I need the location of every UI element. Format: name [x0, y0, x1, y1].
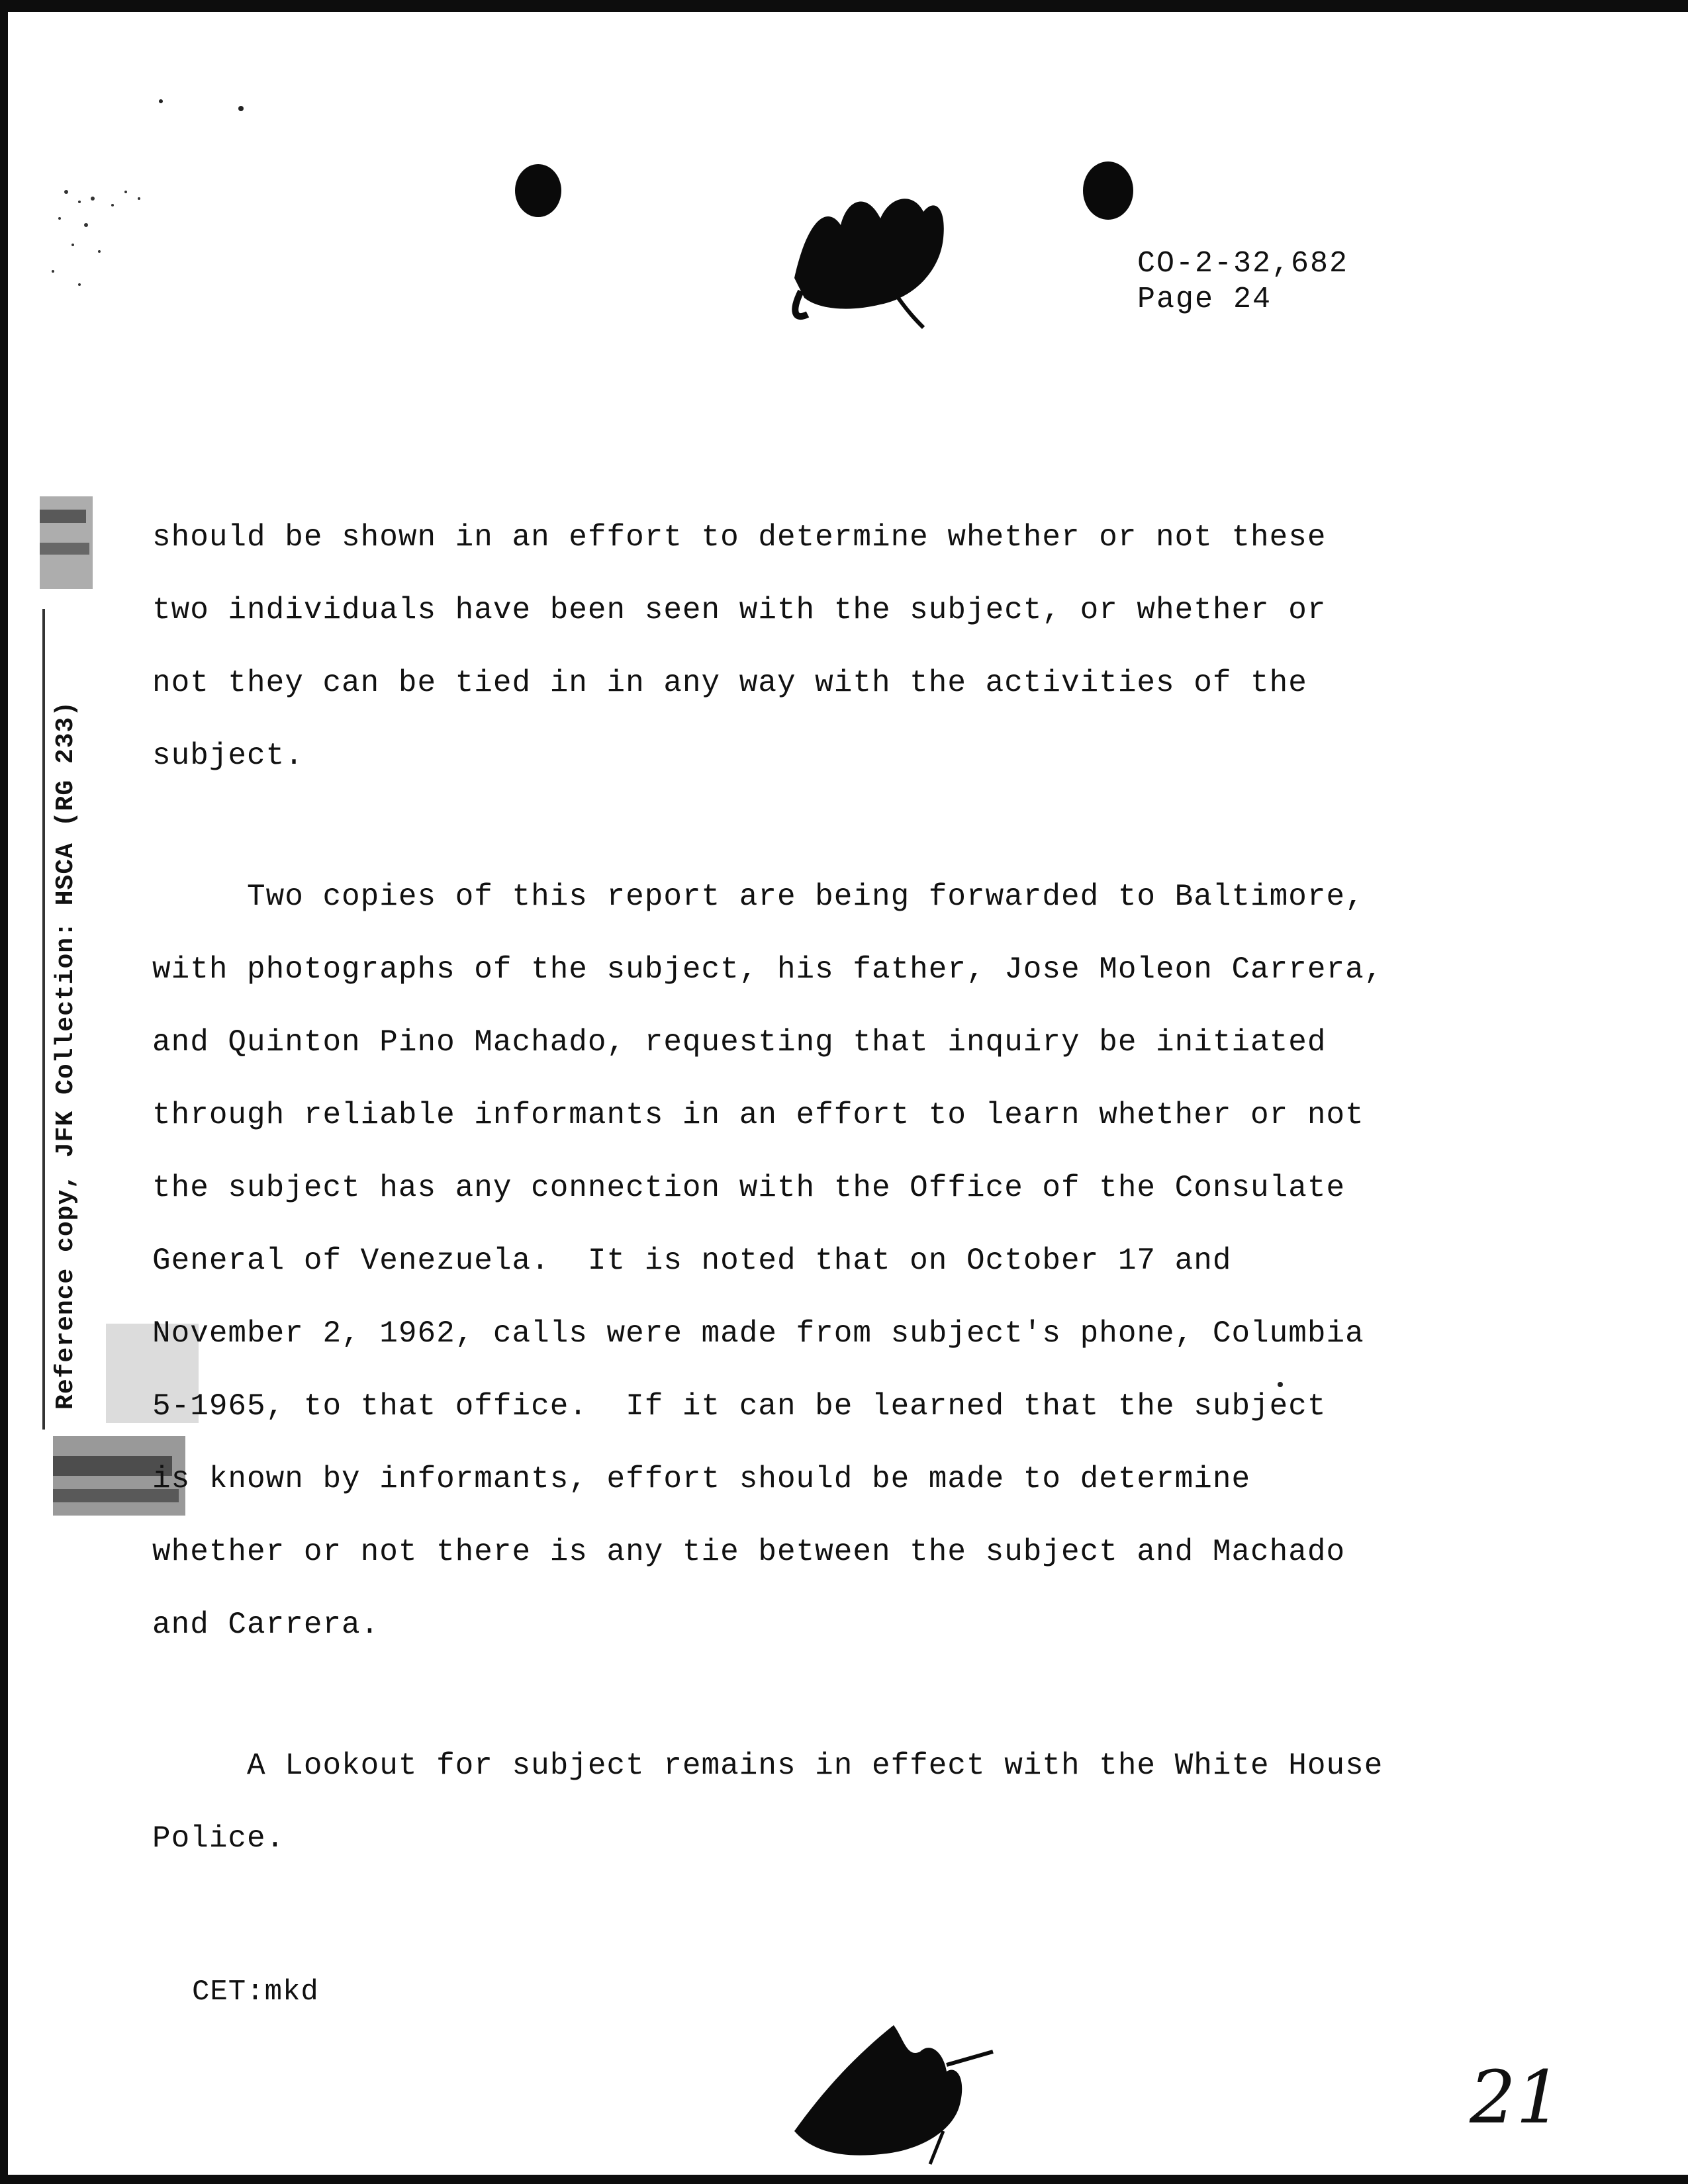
paragraph-3 [152, 1711, 1529, 1893]
text-line: two individuals have been seen with the subject, or whether or [152, 593, 1327, 627]
scan-left-edge [0, 0, 8, 2184]
scan-top-edge [0, 0, 1688, 12]
text-line: November 2, 1962, calls were made from subject's phone, Columbia [152, 1316, 1364, 1351]
document-reference [1137, 246, 1348, 318]
text-line: the subject has any connection with the Office of the Consulate [152, 1171, 1346, 1205]
scan-speck [238, 106, 244, 111]
paragraph-1 [152, 483, 1529, 811]
paragraph-2 [152, 842, 1529, 1680]
redaction-mark-bottom [788, 2005, 1019, 2171]
text-line: with photographs of the subject, his father, Jose Moleon Carrera, [152, 952, 1383, 987]
text-line: subject. [152, 739, 304, 773]
scan-artifact-top-left [40, 179, 165, 311]
text-line: Police. [152, 1821, 285, 1856]
text-line: and Carrera. [152, 1608, 380, 1642]
scan-artifact-left-margin [40, 490, 106, 609]
text-line: and Quinton Pino Machado, requesting that inquiry be initiated [152, 1025, 1327, 1060]
scan-speck [159, 99, 163, 103]
report-body [152, 483, 1529, 1925]
file-number: CO-2-32,682 [1137, 247, 1349, 281]
text-line: through reliable informants in an effort to learn whether or not [152, 1098, 1364, 1132]
punch-hole-left [515, 164, 561, 217]
redaction-mark-top [781, 179, 960, 331]
handwritten-page-number: 21 [1470, 2055, 1562, 2140]
typist-initials: CET:mkd [192, 1976, 319, 2009]
text-line: Two copies of this report are being forwarded to Baltimore, [152, 880, 1364, 914]
text-line: should be shown in an effort to determine whether or not these [152, 520, 1327, 555]
text-line: General of Venezuela. It is noted that on October 17 and [152, 1244, 1232, 1278]
archive-reference-stamp: Reference copy, JFK Collection: HSCA (RG 233) [51, 700, 80, 1410]
text-line: whether or not there is any tie between the subject and Machado [152, 1535, 1346, 1569]
text-line: not they can be tied in in any way with the activities of the [152, 666, 1307, 700]
page-label: Page 24 [1137, 283, 1272, 316]
scan-bottom-edge [0, 2175, 1688, 2184]
scan-speck [1278, 1382, 1283, 1387]
text-line: A Lookout for subject remains in effect with the White House [152, 1749, 1383, 1783]
text-line: is known by informants, effort should be made to determine [152, 1462, 1251, 1496]
punch-hole-right [1083, 161, 1133, 220]
text-line: 5-1965, to that office. If it can be learned that the subject [152, 1389, 1327, 1424]
